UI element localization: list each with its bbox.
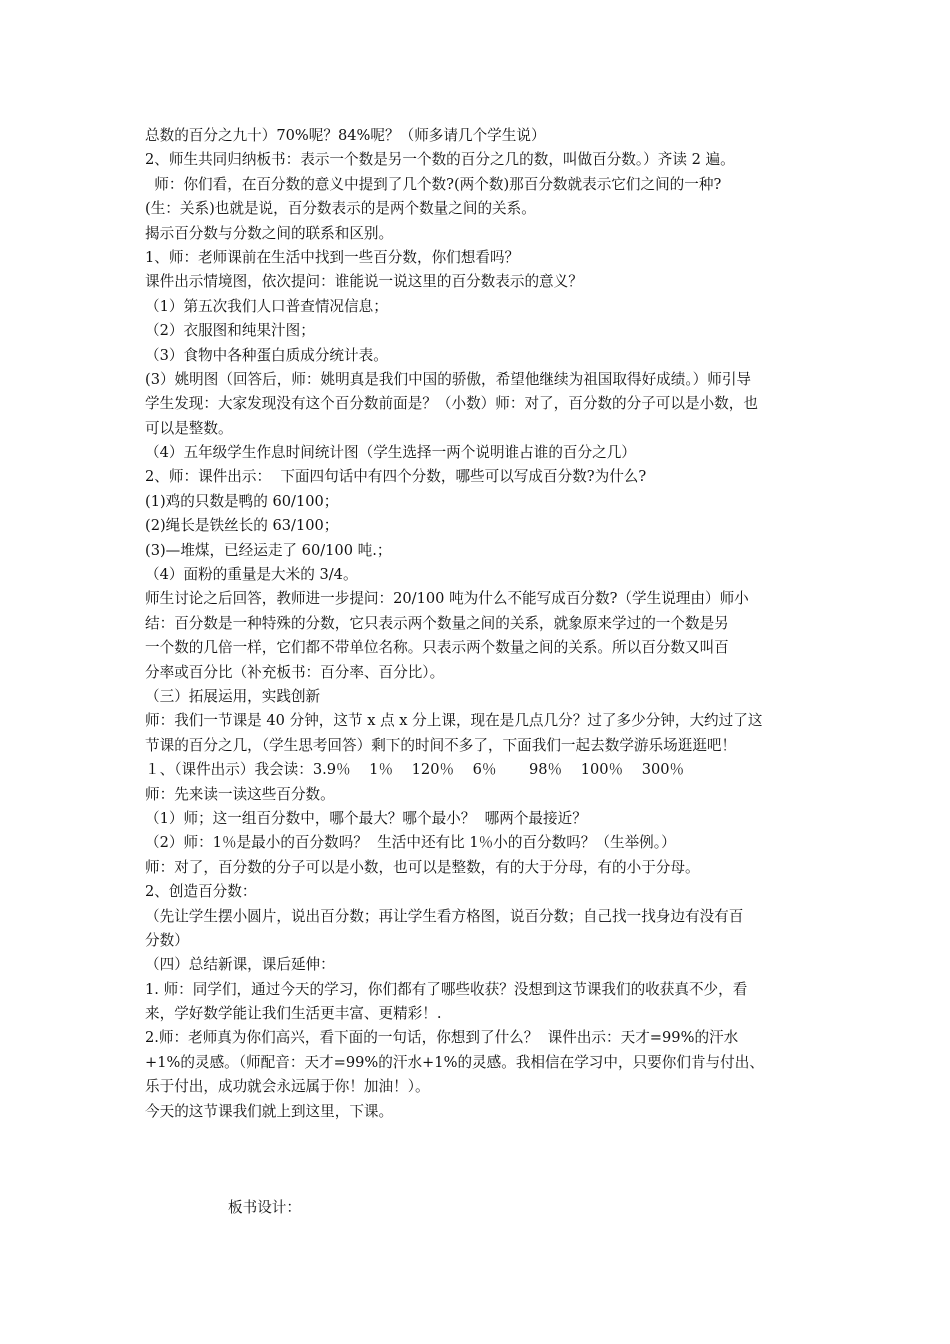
section-heading: （四）总结新课，课后延伸： xyxy=(145,956,335,974)
text-line: 课件出示情境图，依次提问：谁能说一说这里的百分数表示的意义？ xyxy=(145,273,583,291)
text-line: 结：百分数是一种特殊的分数，它只表示两个数量之间的关系，就象原来学过的一个数是另 xyxy=(145,614,729,632)
text-line: （3）食物中各种蛋白质成分统计表。 xyxy=(145,346,388,364)
document-body xyxy=(145,124,813,1124)
text-line: 师：你们看，在百分数的意义中提到了几个数?(两个数)那百分数就表示它们之间的一种? xyxy=(145,175,722,193)
text-line: (2)绳长是铁丝长的 63/100； xyxy=(145,517,339,535)
text-line: 师：我们一节课是 40 分钟，这节 x 点 x 分上课，现在是几点几分？过了多少分钟，大约过了这 xyxy=(145,712,763,730)
text-line: 分率或百分比（补充板书：百分率、百分比）。 xyxy=(145,663,445,681)
text-line: （先让学生摆小圆片，说出百分数；再让学生看方格图，说百分数；自己找一找身边有没有百 xyxy=(145,907,744,925)
text-line: 师：对了，百分数的分子可以是小数，也可以是整数，有的大于分母，有的小于分母。 xyxy=(145,858,700,876)
text-line: 可以是整数。 xyxy=(145,419,233,437)
text-line: 学生发现：大家发现没有这个百分数前面是？（小数）师：对了，百分数的分子可以是小数，也 xyxy=(145,395,758,413)
text-line: 揭示百分数与分数之间的联系和区别。 xyxy=(145,224,394,242)
text-line: 乐于付出，成功就会永远属于你！加油！）。 xyxy=(145,1078,430,1096)
text-line: 总数的百分之九十）70%呢？84%呢？（师多请几个学生说） xyxy=(145,127,546,144)
text-line: （4）五年级学生作息时间统计图（学生选择一两个说明谁占谁的百分之几） xyxy=(145,444,636,462)
text-line: 2、创造百分数： xyxy=(145,883,257,901)
text-line: （4）面粉的重量是大米的 3/4。 xyxy=(145,566,358,584)
board-design-heading: 板书设计： xyxy=(228,1199,301,1216)
text-line: (1)鸡的只数是鸭的 60/100； xyxy=(145,492,339,510)
text-line: (3）姚明图（回答后，师：姚明真是我们中国的骄傲，希望他继续为祖国取得好成绩。）师引导 xyxy=(145,370,752,388)
text-line: （2）衣服图和纯果汁图； xyxy=(145,322,315,340)
section-heading: （三）拓展运用，实践创新 xyxy=(145,687,321,705)
text-line: 1、师：老师课前在生活中找到一些百分数，你们想看吗？ xyxy=(145,248,520,266)
text-line: (生：关系)也就是说，百分数表示的是两个数量之间的关系。 xyxy=(145,200,536,218)
text-line: +1%的灵感。（师配音：天才=99%的汗水+1%的灵感。我相信在学习中，只要你们肯与付出、 xyxy=(145,1053,764,1071)
text-line: （1）师；这一组百分数中，哪个最大？哪个最小？ 哪两个最接近？ xyxy=(145,809,587,827)
text-line: １、（课件出示）我会读：3.9％ 1％ 120％ 6％ 98％ 100％ 300％ xyxy=(145,761,685,779)
text-line: （1）第五次我们人口普查情况信息； xyxy=(145,297,388,315)
text-line: 2、师：课件出示： 下面四句话中有四个分数，哪些可以写成百分数?为什么? xyxy=(145,468,647,486)
text-line: 1. 师：同学们，通过今天的学习，你们都有了哪些收获？没想到这节课我们的收获真不少，看 xyxy=(145,980,748,998)
text-line: 师生讨论之后回答，教师进一步提问：20/100 吨为什么不能写成百分数?（学生说理由）师小 xyxy=(145,590,749,608)
text-line: 2.师：老师真为你们高兴，看下面的一句话，你想到了什么？ 课件出示：天才=99%的汗水 xyxy=(145,1029,739,1047)
text-line: 节课的百分之几，（学生思考回答）剩下的时间不多了，下面我们一起去数学游乐场逛逛吧！ xyxy=(145,736,737,754)
text-line: (3)—堆煤，已经运走了 60/100 吨.； xyxy=(145,541,392,559)
text-line: 师：先来读一读这些百分数。 xyxy=(145,785,335,803)
text-line: 2、师生共同归纳板书：表示一个数是另一个数的百分之几的数，叫做百分数。）齐读 2 遍。 xyxy=(145,151,735,169)
text-line: 今天的这节课我们就上到这里，下课。 xyxy=(145,1102,394,1120)
text-line: 分数） xyxy=(145,931,189,949)
text-line: 来，学好数学能让我们生活更丰富、更精彩！. xyxy=(145,1005,442,1023)
text-line: （2）师：1％是最小的百分数吗？ 生活中还有比 1％小的百分数吗？（生举例。） xyxy=(145,834,676,852)
text-line: 一个数的几倍一样，它们都不带单位名称。只表示两个数量之间的关系。所以百分数又叫百 xyxy=(145,639,729,657)
